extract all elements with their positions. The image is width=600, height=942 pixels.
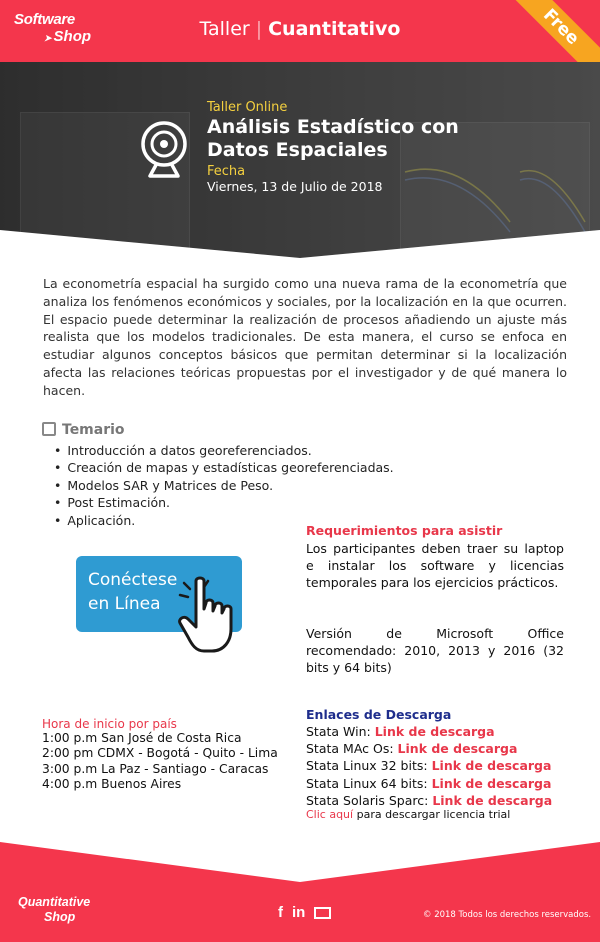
start-hours-title: Hora de inicio por país bbox=[42, 717, 177, 731]
trial-license-line bbox=[306, 808, 510, 821]
webcam-icon bbox=[136, 120, 192, 184]
quantitative-shop-logo[interactable] bbox=[18, 894, 90, 924]
requirements-text: Los participantes deben traer su laptop e instalar los software y licencias temporales para los ejercicios prácticos. bbox=[306, 541, 564, 591]
copyright-text: © 2018 Todos los derechos reservados. bbox=[423, 910, 592, 920]
list-item: 2:00 pm CDMX - Bogotá - Quito - Lima bbox=[42, 746, 278, 761]
download-link[interactable]: Link de descarga bbox=[397, 741, 518, 757]
hero-title-line1: Análisis Estadístico con bbox=[207, 116, 459, 138]
download-label: Stata Linux 32 bits: bbox=[306, 758, 428, 774]
list-item: 4:00 p.m Buenos Aires bbox=[42, 777, 182, 792]
hero-title-line2: Datos Espaciales bbox=[207, 139, 388, 161]
pointing-hand-icon bbox=[176, 575, 248, 659]
download-item-mac bbox=[306, 740, 552, 757]
header-title-bold: Cuantitativo bbox=[268, 18, 401, 40]
checkbox-icon bbox=[42, 422, 56, 436]
list-item: • Post Estimación. bbox=[54, 494, 394, 511]
mail-icon[interactable] bbox=[314, 907, 331, 919]
free-ribbon: Free bbox=[499, 0, 600, 62]
list-item: 1:00 p.m San José de Costa Rica bbox=[42, 731, 242, 745]
footer-logo-line2: Shop bbox=[44, 910, 76, 924]
download-link[interactable]: Link de descarga bbox=[431, 775, 552, 791]
list-item: • Creación de mapas y estadísticas georeferenciadas. bbox=[54, 459, 394, 476]
footer-bar bbox=[0, 842, 600, 942]
download-label: Stata MAc Os: bbox=[306, 741, 394, 757]
download-item-win bbox=[306, 723, 552, 740]
download-label: Stata Win: bbox=[306, 724, 371, 739]
download-item-solaris bbox=[306, 792, 552, 809]
header-title-separator: | bbox=[255, 18, 263, 40]
trial-text: para descargar licencia trial bbox=[356, 808, 511, 821]
downloads-list bbox=[306, 723, 552, 809]
download-link[interactable]: Link de descarga bbox=[432, 792, 553, 808]
social-links bbox=[278, 904, 331, 921]
temario-heading bbox=[42, 420, 125, 438]
download-label: Stata Solaris Sparc: bbox=[306, 792, 429, 808]
connect-line2: en Línea bbox=[88, 594, 161, 614]
download-label: Stata Linux 64 bits: bbox=[306, 775, 428, 791]
facebook-icon[interactable]: f bbox=[278, 904, 283, 921]
list-item: • Aplicación. bbox=[54, 512, 394, 529]
download-link[interactable]: Link de descarga bbox=[431, 758, 552, 774]
list-item: • Modelos SAR y Matrices de Peso. bbox=[54, 477, 394, 494]
download-item-linux64 bbox=[306, 775, 552, 792]
start-hours-list bbox=[42, 731, 278, 793]
list-item: 3:00 p.m La Paz - Santiago - Caracas bbox=[42, 761, 269, 776]
hero-subtitle: Taller Online bbox=[207, 100, 288, 115]
office-version-text: Versión de Microsoft Office recomendado: 2010, 2013 y 2016 (32 bits y 64 bits) bbox=[306, 626, 564, 676]
connect-line1: Conéctese bbox=[88, 570, 178, 590]
logo-line2: Shop bbox=[53, 28, 92, 45]
course-description: La econometría espacial ha surgido como una nueva rama de la econometría que analiza los fenómenos económicos y sociales, por la localización en la que ocurren. El espacio puede determinar la realización de procesos añadiendo un ajuste más realista que los modelos tradicionales. De esta manera, el curso se enfoca en estudiar algunos conceptos básicos que permitan determinar si la localización afecta las relaciones teóricas propuestas por el investigador y de qué manera lo hacen. bbox=[43, 276, 567, 398]
linkedin-icon[interactable]: in bbox=[292, 904, 306, 921]
requirements-title: Requerimientos para asistir bbox=[306, 523, 503, 538]
logo-line1: Software bbox=[14, 11, 75, 28]
header-title-light: Taller bbox=[199, 18, 250, 40]
hero-text bbox=[207, 100, 459, 194]
list-item: • Introducción a datos georeferenciados. bbox=[54, 442, 394, 459]
temario-title: Temario bbox=[62, 422, 125, 438]
logo-arrow-icon: ➤ bbox=[44, 33, 52, 43]
footer-logo-line1: Quantitative bbox=[18, 895, 91, 909]
temario-list bbox=[54, 442, 394, 529]
hero-date-label: Fecha bbox=[207, 164, 246, 179]
download-item-linux32 bbox=[306, 757, 552, 774]
hero-date: Viernes, 13 de Julio de 2018 bbox=[207, 179, 383, 194]
download-link[interactable]: Link de descarga bbox=[374, 724, 495, 739]
trial-link[interactable]: Clic aquí bbox=[306, 808, 354, 821]
downloads-title: Enlaces de Descarga bbox=[306, 707, 452, 722]
